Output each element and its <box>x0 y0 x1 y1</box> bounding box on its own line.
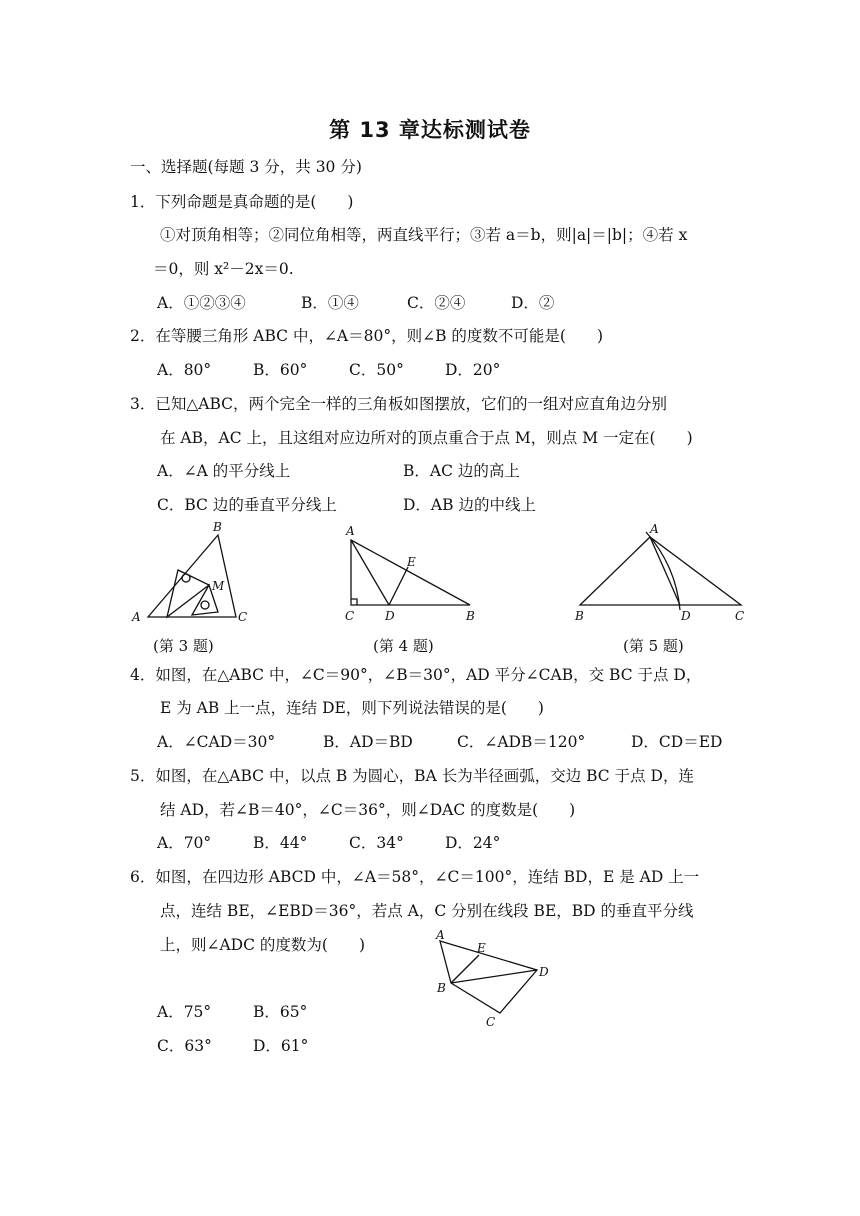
q3-line2: 在 AB，AC 上，且这组对应边所对的顶点重合于点 M，则点 M 一定在( ) <box>160 429 693 447</box>
fig5-label-c: C <box>735 609 745 623</box>
q4-stem: 4．如图，在△ABC 中，∠C＝90°，∠B＝30°，AD 平分∠CAB，交 BC 于点 D， <box>130 666 702 684</box>
section-heading: 一、选择题(每题 3 分，共 30 分) <box>130 158 362 176</box>
fig5-label-b: B <box>575 609 584 623</box>
fig5-label-d: D <box>681 609 691 623</box>
q3-option-a: A．∠A 的平分线上 <box>157 462 291 480</box>
q5-option-b: B．44° <box>253 834 308 852</box>
fig6-label-d: D <box>539 965 549 979</box>
fig3-label-c: C <box>238 610 248 624</box>
q4-option-d: D．CD＝ED <box>631 733 723 751</box>
q1-line2: ①对顶角相等；②同位角相等，两直线平行；③若 a＝b，则|a|＝|b|；④若 x <box>160 226 688 244</box>
q6-line2: 点，连结 BE，∠EBD＝36°，若点 A，C 分别在线段 BE，BD 的垂直平分线 <box>160 902 694 920</box>
caption-fig3: (第 3 题) <box>153 637 214 655</box>
q1-line3: ＝0，则 x²－2x＝0. <box>153 260 294 278</box>
fig4-label-b: B <box>466 609 475 623</box>
q3-option-b: B．AC 边的高上 <box>403 462 520 480</box>
q1-stem: 1．下列命题是真命题的是( ) <box>130 193 354 211</box>
caption-fig5: (第 5 题) <box>623 637 684 655</box>
fig3-label-m: M <box>212 579 225 593</box>
fig4-label-a: A <box>346 524 355 538</box>
q4-option-b: B．AD＝BD <box>323 733 413 751</box>
q1-option-a: A．①②③④ <box>157 294 246 312</box>
q6-option-d: D．61° <box>253 1037 309 1055</box>
q5-line2: 结 AD，若∠B＝40°，∠C＝36°，则∠DAC 的度数是( ) <box>160 801 576 819</box>
q3-option-d: D．AB 边的中线上 <box>403 496 536 514</box>
q1-option-c: C．②④ <box>407 294 466 312</box>
q6-line3: 上，则∠ADC 的度数为( ) <box>160 936 365 954</box>
q5-option-c: C．34° <box>349 834 404 852</box>
fig6-label-c: C <box>486 1015 496 1029</box>
fig6-label-e: E <box>477 941 486 955</box>
q4-line2: E 为 AB 上一点，连结 DE，则下列说法错误的是( ) <box>160 699 544 717</box>
q4-option-a: A．∠CAD＝30° <box>157 733 276 751</box>
q2-option-c: C．50° <box>349 361 404 379</box>
q3-option-c: C．BC 边的垂直平分线上 <box>157 496 337 514</box>
q6-option-b: B．65° <box>253 1003 308 1021</box>
q2-option-b: B．60° <box>253 361 308 379</box>
q1-option-b: B．①④ <box>301 294 359 312</box>
fig6-label-a: A <box>436 928 445 942</box>
page-title: 第 13 章达标测试卷 <box>329 118 531 142</box>
q6-option-c: C．63° <box>157 1037 212 1055</box>
fig3-label-b: B <box>213 520 222 534</box>
q2-stem: 2．在等腰三角形 ABC 中，∠A＝80°，则∠B 的度数不可能是( ) <box>130 327 604 345</box>
fig4-label-c: C <box>345 609 355 623</box>
q2-option-a: A．80° <box>157 361 212 379</box>
q4-option-c: C．∠ADB＝120° <box>457 733 586 751</box>
q6-stem: 6．如图，在四边形 ABCD 中，∠A＝58°，∠C＝100°，连结 BD，E 是 AD 上一 <box>130 868 700 886</box>
q1-option-d: D．② <box>511 294 555 312</box>
q5-option-d: D．24° <box>445 834 501 852</box>
fig4-label-d: D <box>385 609 395 623</box>
fig6-label-b: B <box>437 981 446 995</box>
q2-option-d: D．20° <box>445 361 501 379</box>
caption-fig4: (第 4 题) <box>373 637 434 655</box>
q5-option-a: A．70° <box>157 834 212 852</box>
fig4-label-e: E <box>407 555 416 569</box>
q6-option-a: A．75° <box>157 1003 212 1021</box>
fig3-label-a: A <box>132 610 141 624</box>
fig5-label-a: A <box>650 522 659 536</box>
q5-stem: 5．如图，在△ABC 中，以点 B 为圆心，BA 长为半径画弧，交边 BC 于点 D，连 <box>130 767 694 785</box>
q3-stem: 3．已知△ABC，两个完全一样的三角板如图摆放，它们的一组对应直角边分别 <box>130 395 668 413</box>
